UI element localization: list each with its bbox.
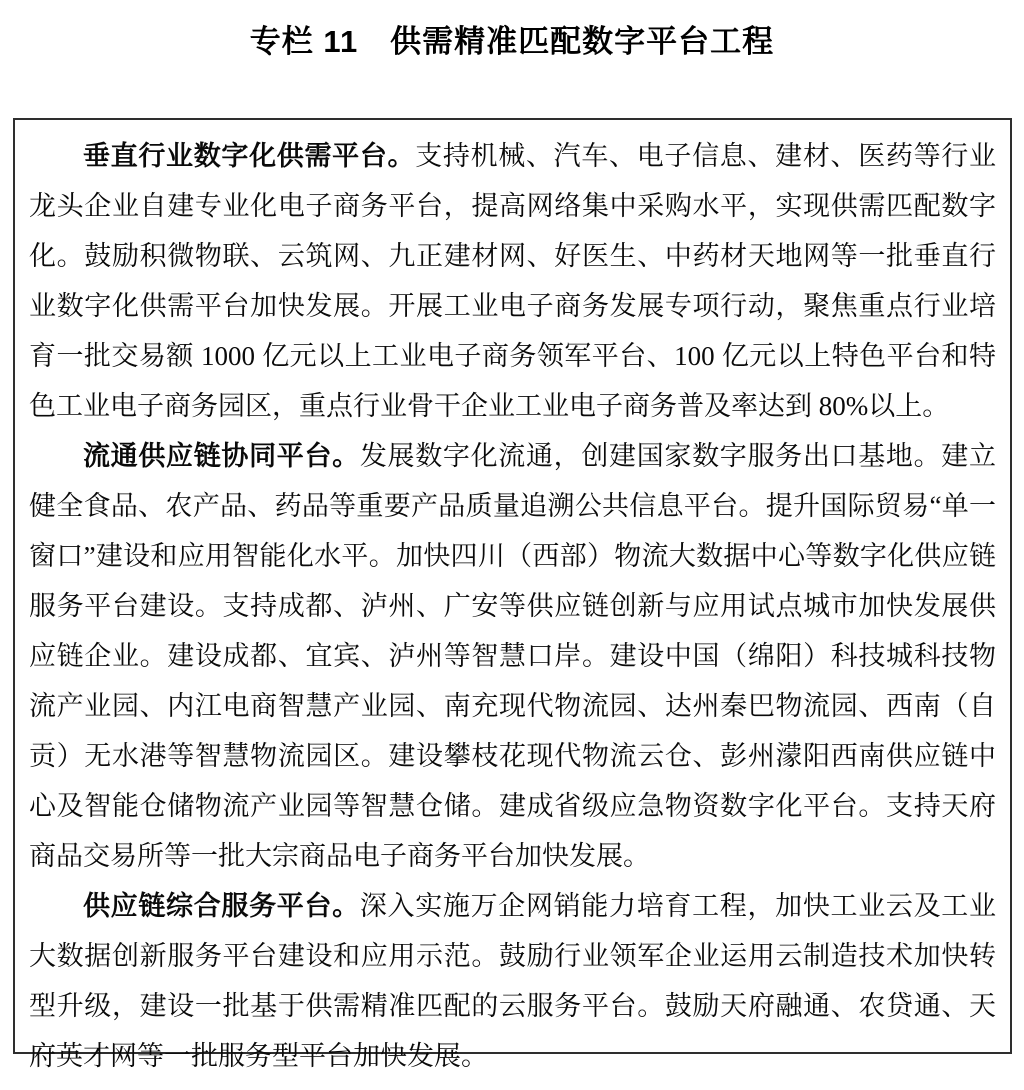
paragraph-body: 深入实施万企网销能力培育工程，加快工业云及工业大数据创新服务平台建设和应用示范。鼓励行业领军企业运用云制造技术加快转型升级，建设一批基于供需精准匹配的云服务平台。鼓励天府融通、农贷通、天府英才网等一批服务型平台加快发展。 [29,891,996,1071]
paragraph-body: 支持机械、汽车、电子信息、建材、医药等行业龙头企业自建专业化电子商务平台，提高网络集中采购水平，实现供需匹配数字化。鼓励积微物联、云筑网、九正建材网、好医生、中药材天地网等一批垂直行业数字化供需平台加快发展。开展工业电子商务发展专项行动，聚焦重点行业培育一批交易额 1000 亿元以上工业电子商务领军平台、100 亿元以上特色平台和特色工业电子商务园区，重点行业骨干企业工业电子商务普及率达到 80%以上。 [29,141,996,421]
paragraph-vertical-industry-platform [29,131,996,431]
paragraph-lead: 流通供应链协同平台。 [83,441,360,471]
paragraph-body: 发展数字化流通，创建国家数字服务出口基地。建立健全食品、农产品、药品等重要产品质量追溯公共信息平台。提升国际贸易“单一窗口”建设和应用智能化水平。加快四川（西部）物流大数据中心等数字化供应链服务平台建设。支持成都、泸州、广安等供应链创新与应用试点城市加快发展供应链企业。建设成都、宜宾、泸州等智慧口岸。建设中国（绵阳）科技城科技物流产业园、内江电商智慧产业园、南充现代物流园、达州秦巴物流园、西南（自贡）无水港等智慧物流园区。建设攀枝花现代物流云仓、彭州濛阳西南供应链中心及智能仓储物流产业园等智慧仓储。建成省级应急物资数字化平台。支持天府商品交易所等一批大宗商品电子商务平台加快发展。 [29,441,996,871]
paragraph-circulation-supply-chain-platform [29,431,996,881]
paragraph-lead: 垂直行业数字化供需平台。 [83,141,416,171]
page-title: 专栏 11 供需精准匹配数字平台工程 [249,24,775,59]
paragraph-supply-chain-service-platform [29,881,996,1081]
paragraph-lead: 供应链综合服务平台。 [83,891,360,921]
callout-box [13,118,1012,1071]
